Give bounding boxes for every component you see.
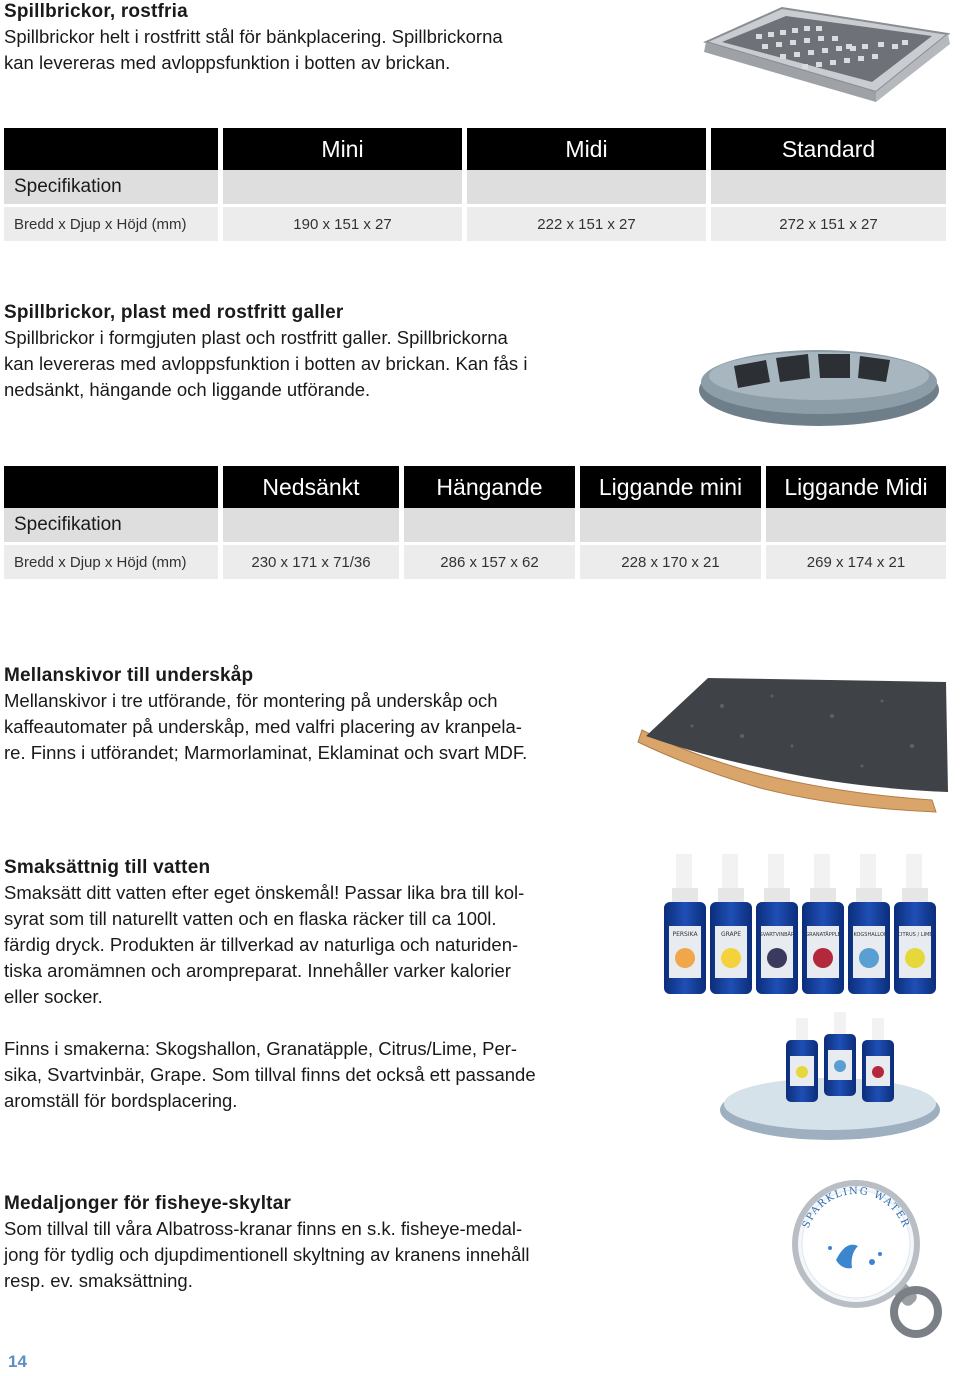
bottle-label: GRAPE [720,931,742,938]
medallion-text: SPARKLING WATER [800,1185,912,1230]
row-label: Bredd x Djup x Höjd (mm) [4,545,218,579]
spec-cell [218,170,462,207]
spec-label: Specifikation [4,170,218,207]
section-mellanskivor [4,664,576,766]
column-header: Liggande Midi [761,466,946,508]
column-header: Mini [218,128,462,170]
spec-label: Specifikation [4,508,218,545]
body-line: re. Finns i utförandet; Marmorlaminat, Eklaminat och svart MDF. [4,742,528,763]
spec-cell [706,170,946,207]
header-empty-cell [4,128,218,170]
body-line: kan levereras med avloppsfunktion i botten av brickan. [4,52,451,73]
body-line: nedsänkt, hängande och liggande utförande. [4,379,371,400]
body-line: syrat som till naturellt vatten och en flaska räcker till ca 100l. [4,908,497,929]
row-label: Bredd x Djup x Höjd (mm) [4,207,218,241]
section-title: Medaljonger för fisheye-skyltar [4,1193,292,1214]
body-line: färdig dryck. Produkten är tillverkad av naturliga och naturiden- [4,934,519,955]
body-line: Finns i smakerna: Skogshallon, Granatäpple, Citrus/Lime, Per- [4,1038,518,1059]
body-line: resp. ev. smaksättning. [4,1270,193,1291]
dimension-value: 230 x 171 x 71/36 [218,545,399,579]
page-number: 14 [8,1352,27,1371]
section-medaljonger [4,1192,576,1294]
body-line: sika, Svartvinbär, Grape. Som tillval finns det också ett passande [4,1064,536,1085]
column-header: Standard [706,128,946,170]
spec-table-plast [4,466,946,579]
bottle-label: CITRUS / LIME [897,932,933,938]
column-header: Liggande mini [575,466,761,508]
steel-drip-tray-image [696,4,958,104]
body-line: Spillbrickor i formgjuten plast och rostfritt galler. Spillbrickorna [4,327,508,348]
body-line: aromställ för bordsplacering. [4,1090,238,1111]
bottle-label: GRANATÄPPLE [805,932,841,938]
dimension-value: 269 x 174 x 21 [761,545,946,579]
body-line: Spillbrickor helt i rostfritt stål för bänkplacering. Spillbrickorna [4,26,503,47]
dimension-value: 286 x 157 x 62 [399,545,575,579]
spec-cell [575,508,761,545]
bottle-row-top [664,854,936,994]
section-title: Mellanskivor till underskåp [4,665,254,686]
shelf-boards-image [632,676,950,816]
body-line: Smaksätt ditt vatten efter eget önskemål! Passar lika bra till kol- [4,882,525,903]
body-line: tiska aromämnen och arompreparat. Innehåller varker kalorier [4,960,511,981]
fisheye-medallion-image [776,1172,956,1342]
spec-cell [462,170,706,207]
bottle-label: PERSIKA [672,931,698,938]
spec-cell [218,508,399,545]
section-title: Spillbrickor, rostfria [4,1,188,22]
section-smaksattning [4,856,576,1114]
spec-table-rostfria [4,128,946,241]
body-line: eller socker. [4,986,103,1007]
body-line: kaffeautomater på underskåp, med valfri placering av kranpela- [4,716,522,737]
section-rostfria [4,0,576,76]
dimension-value: 272 x 151 x 27 [706,207,946,241]
section-title: Spillbrickor, plast med rostfritt galler [4,302,344,323]
flavor-bottles-image [636,854,946,1144]
bottle-label: SVARTVINBÄR [759,932,795,938]
spec-cell [399,508,575,545]
section-title: Smaksättnig till vatten [4,857,211,878]
dimension-value: 222 x 151 x 27 [462,207,706,241]
header-empty-cell [4,466,218,508]
plastic-drip-tray-image [694,336,944,432]
body-line: kan levereras med avloppsfunktion i botten av brickan. Kan fås i [4,353,528,374]
spec-cell [761,508,946,545]
column-header: Midi [462,128,706,170]
body-line: jong för tydlig och djupdimentionell skyltning av kranens innehåll [4,1244,530,1265]
section-plast [4,301,576,403]
column-header: Hängande [399,466,575,508]
body-line: Mellanskivor i tre utförande, för montering på underskåp och [4,690,498,711]
aroma-stand [720,1012,940,1140]
dimension-value: 190 x 151 x 27 [218,207,462,241]
dimension-value: 228 x 170 x 21 [575,545,761,579]
column-header: Nedsänkt [218,466,399,508]
bottle-label: SKOGSHALLON [850,932,888,938]
body-line: Som tillval till våra Albatross-kranar finns en s.k. fisheye-medal- [4,1218,523,1239]
